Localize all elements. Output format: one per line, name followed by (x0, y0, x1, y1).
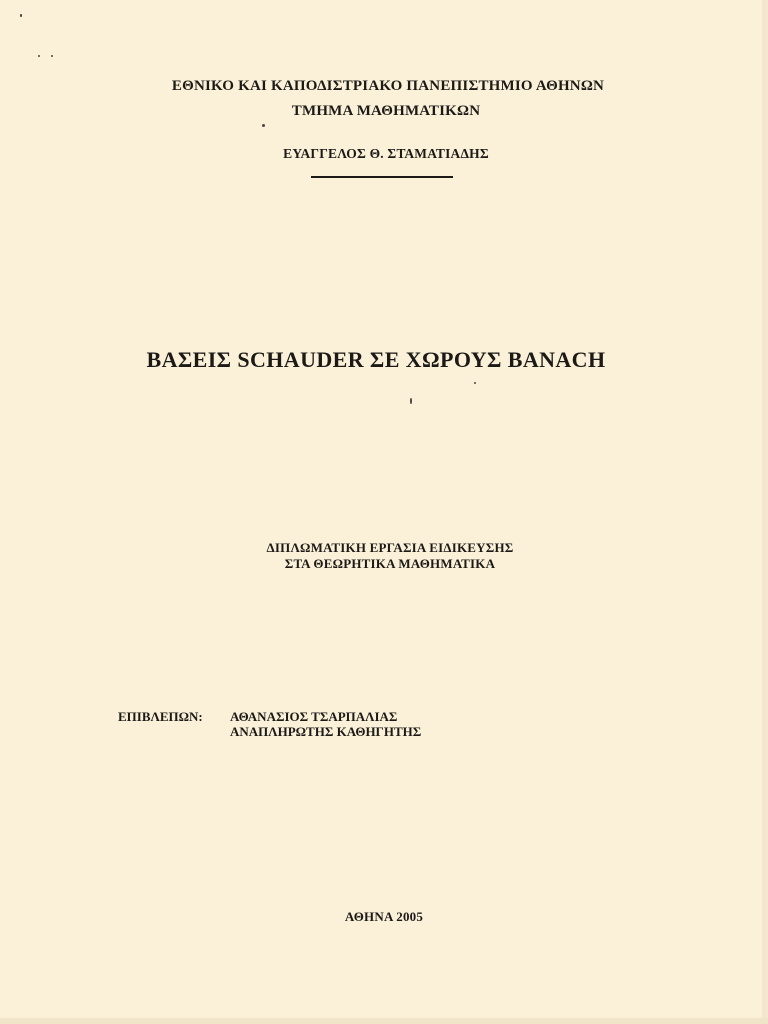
author-name: ΕΥΑΓΓΕΛΟΣ Θ. ΣΤΑΜΑΤΙΑΔΗΣ (283, 146, 489, 161)
scan-speck (38, 55, 40, 57)
thesis-title: ΒΑΣΕΙΣ SCHAUDER ΣΕ ΧΩΡΟΥΣ BANACH (146, 347, 606, 372)
scan-speck (20, 14, 22, 17)
university-name: ΕΘΝΙΚΟ ΚΑΙ ΚΑΠΟΔΙΣΤΡΙΑΚΟ ΠΑΝΕΠΙΣΤΗΜΙΟ ΑΘΗΝΩΝ (171, 78, 605, 94)
thesis-type-line-1: ΔΙΠΛΩΜΑΤΙΚΗ ΕΡΓΑΣΙΑ ΕΙΔΙΚΕΥΣΗΣ (266, 540, 514, 555)
place-and-year: ΑΘΗΝΑ 2005 (344, 909, 424, 924)
scan-speck (410, 398, 412, 404)
department-name: ΤΜΗΜΑ ΜΑΘΗΜΑΤΙΚΩΝ (291, 103, 481, 119)
page-edge-bottom (0, 1018, 768, 1024)
supervisor-line (118, 709, 397, 725)
thesis-type-line-2: ΣΤΑ ΘΕΩΡΗΤΙΚΑ ΜΑΘΗΜΑΤΙΚΑ (284, 556, 496, 571)
scan-speck (474, 382, 476, 384)
supervisor-rank: ΑΝΑΠΛΗΡΩΤΗΣ ΚΑΘΗΓΗΤΗΣ (230, 724, 422, 739)
scan-speck (51, 55, 53, 57)
supervisor-label: ΕΠΙΒΛΕΠΩΝ: (118, 709, 203, 724)
header-divider (311, 176, 453, 178)
scan-speck (262, 124, 265, 127)
supervisor-name: ΑΘΑΝΑΣΙΟΣ ΤΣΑΡΠΑΛΙΑΣ (230, 709, 398, 724)
